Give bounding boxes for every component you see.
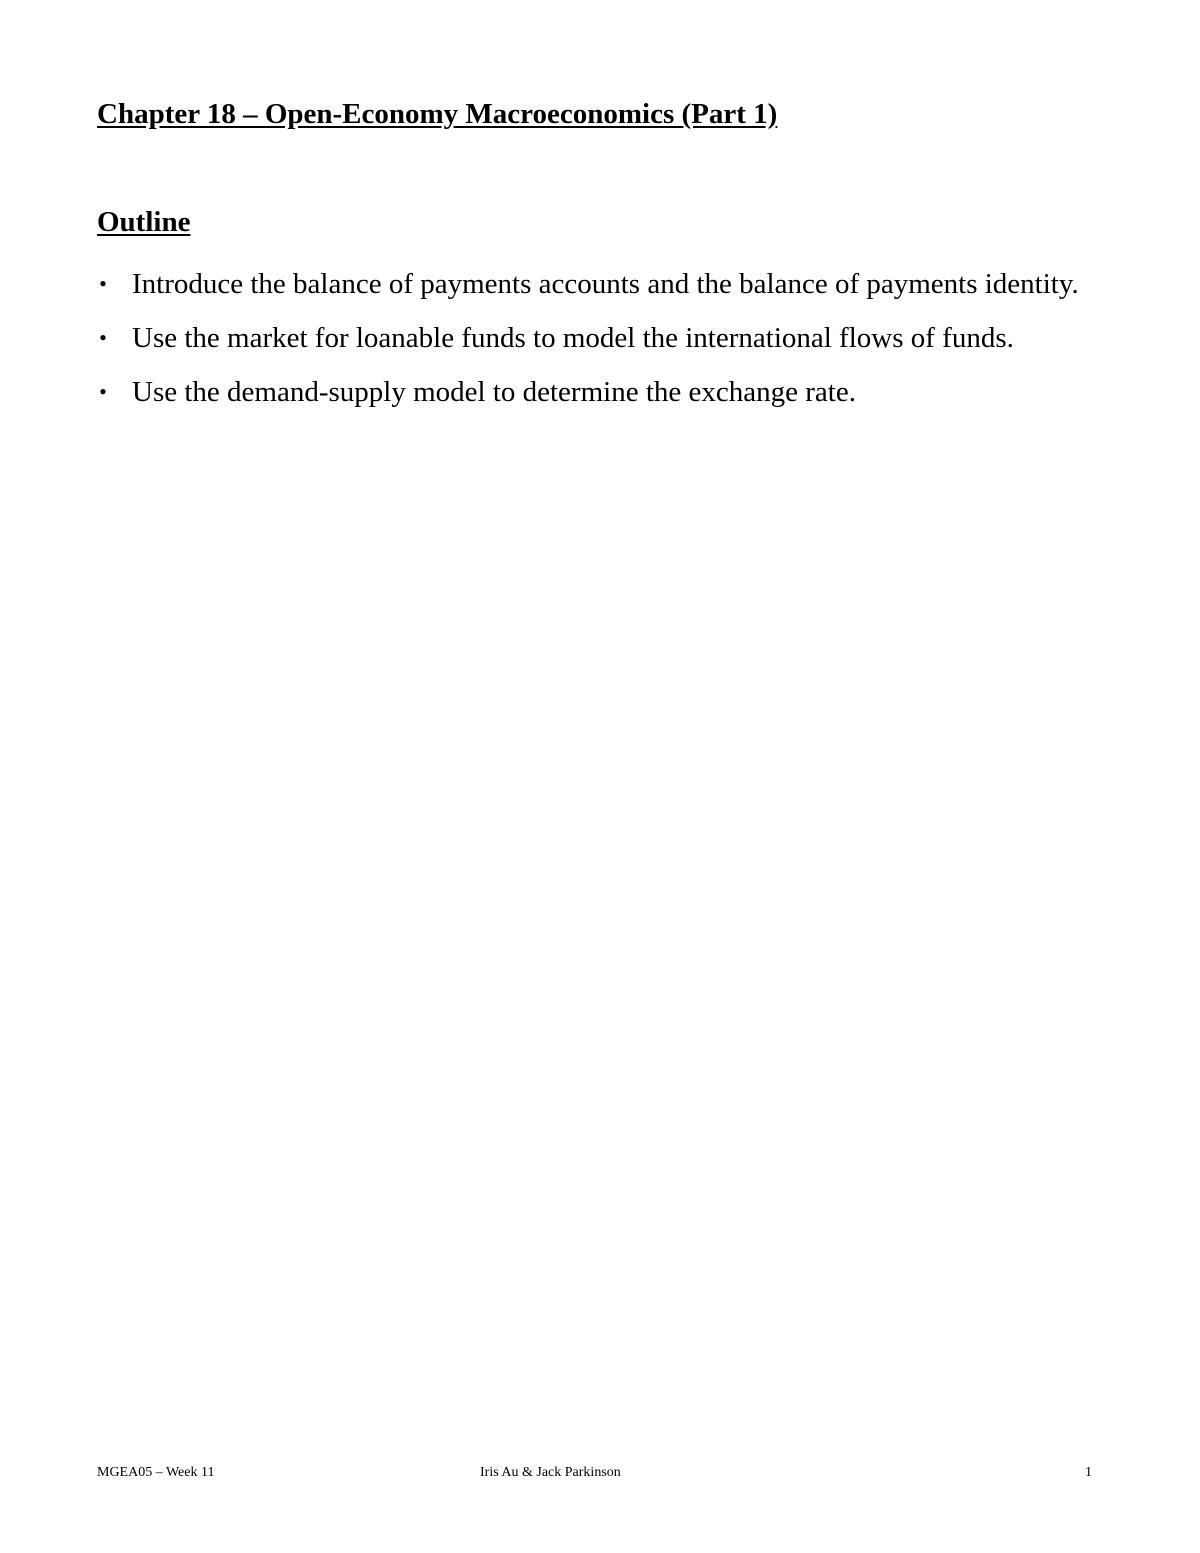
list-item-text: Use the demand-supply model to determine the exchange rate. (132, 376, 856, 408)
footer-authors: Iris Au & Jack Parkinson (480, 1465, 621, 1480)
bullet-icon: • (99, 325, 107, 350)
chapter-title: Chapter 18 – Open-Economy Macroeconomics (Part 1) (97, 98, 778, 130)
page-number: 1 (1085, 1465, 1092, 1480)
outline-list (97, 257, 1107, 419)
list-item (97, 365, 1107, 419)
bullet-icon: • (99, 379, 107, 404)
bullet-icon: • (99, 271, 107, 296)
list-item-text: Use the market for loanable funds to model the international flows of funds. (132, 322, 1014, 354)
page-footer (0, 1465, 1200, 1485)
list-item (97, 257, 1107, 311)
list-item (97, 311, 1107, 365)
list-item-text: Introduce the balance of payments accounts and the balance of payments identity. (132, 268, 1079, 300)
outline-heading: Outline (97, 206, 191, 238)
footer-course-label: MGEA05 – Week 11 (97, 1465, 215, 1480)
